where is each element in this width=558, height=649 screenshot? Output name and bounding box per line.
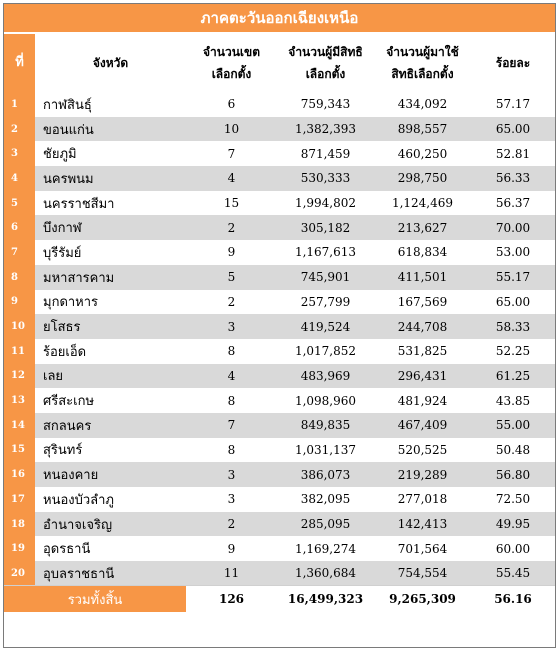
table-row: [4, 117, 555, 142]
district-count: 9: [186, 536, 277, 561]
eligible-voters: 483,969: [277, 364, 374, 389]
turnout-percent: 43.85: [471, 388, 555, 413]
province-name: กาฬสินธุ์: [35, 92, 186, 117]
eligible-voters: 849,835: [277, 413, 374, 438]
actual-voters: 898,557: [374, 117, 471, 142]
row-number: 10: [4, 314, 35, 339]
turnout-percent: 55.45: [471, 561, 555, 586]
row-number: 13: [4, 388, 35, 413]
header-eligible: [277, 34, 374, 92]
eligible-voters: 285,095: [277, 512, 374, 537]
header-percent: ร้อยละ: [471, 34, 555, 92]
province-name: ชัยภูมิ: [35, 141, 186, 166]
actual-voters: 142,413: [374, 512, 471, 537]
row-number: 15: [4, 438, 35, 463]
table-body: [4, 92, 555, 586]
table-row: [4, 166, 555, 191]
header-districts-line2: เลือกตั้ง: [211, 67, 252, 81]
table-row: [4, 561, 555, 586]
eligible-voters: 745,901: [277, 265, 374, 290]
actual-voters: 219,289: [374, 462, 471, 487]
actual-voters: 460,250: [374, 141, 471, 166]
row-number: 4: [4, 166, 35, 191]
turnout-percent: 57.17: [471, 92, 555, 117]
row-number: 9: [4, 290, 35, 315]
row-number: 6: [4, 215, 35, 240]
province-name: ร้อยเอ็ด: [35, 339, 186, 364]
district-count: 9: [186, 240, 277, 265]
eligible-voters: 871,459: [277, 141, 374, 166]
actual-voters: 296,431: [374, 364, 471, 389]
eligible-voters: 1,360,684: [277, 561, 374, 586]
table-row: [4, 512, 555, 537]
actual-voters: 411,501: [374, 265, 471, 290]
eligible-voters: 759,343: [277, 92, 374, 117]
province-name: บึงกาฬ: [35, 215, 186, 240]
province-name: ศรีสะเกษ: [35, 388, 186, 413]
table-row: [4, 141, 555, 166]
actual-voters: 520,525: [374, 438, 471, 463]
turnout-percent: 70.00: [471, 215, 555, 240]
row-number: 2: [4, 117, 35, 142]
table-row: [4, 339, 555, 364]
district-count: 6: [186, 92, 277, 117]
row-number: 1: [4, 92, 35, 117]
district-count: 3: [186, 487, 277, 512]
actual-voters: 467,409: [374, 413, 471, 438]
province-name: มหาสารคาม: [35, 265, 186, 290]
turnout-percent: 58.33: [471, 314, 555, 339]
region-title: ภาคตะวันออกเฉียงเหนือ: [4, 4, 555, 32]
province-name: หนองบัวลำภู: [35, 487, 186, 512]
turnout-percent: 55.17: [471, 265, 555, 290]
table-row: [4, 290, 555, 315]
province-name: เลย: [35, 364, 186, 389]
district-count: 11: [186, 561, 277, 586]
district-count: 7: [186, 413, 277, 438]
turnout-percent: 72.50: [471, 487, 555, 512]
table-row: [4, 487, 555, 512]
header-districts-line1: จำนวนเขต: [202, 45, 260, 59]
eligible-voters: 257,799: [277, 290, 374, 315]
row-number: 11: [4, 339, 35, 364]
province-name: มุกดาหาร: [35, 290, 186, 315]
eligible-voters: 305,182: [277, 215, 374, 240]
actual-voters: 531,825: [374, 339, 471, 364]
district-count: 4: [186, 166, 277, 191]
eligible-voters: 419,524: [277, 314, 374, 339]
row-number: 18: [4, 512, 35, 537]
actual-voters: 298,750: [374, 166, 471, 191]
province-name: นครพนม: [35, 166, 186, 191]
district-count: 8: [186, 339, 277, 364]
eligible-voters: 1,098,960: [277, 388, 374, 413]
turnout-percent: 65.00: [471, 290, 555, 315]
row-number: 5: [4, 191, 35, 216]
table-row: [4, 215, 555, 240]
district-count: 8: [186, 388, 277, 413]
row-number: 3: [4, 141, 35, 166]
turnout-percent: 56.33: [471, 166, 555, 191]
district-count: 2: [186, 290, 277, 315]
actual-voters: 277,018: [374, 487, 471, 512]
eligible-voters: 382,095: [277, 487, 374, 512]
actual-voters: 213,627: [374, 215, 471, 240]
header-voters-line1: จำนวนผู้มาใช้: [386, 45, 459, 59]
province-name: อำนาจเจริญ: [35, 512, 186, 537]
row-number: 20: [4, 561, 35, 586]
eligible-voters: 386,073: [277, 462, 374, 487]
table-row: [4, 536, 555, 561]
header-eligible-line1: จำนวนผู้มีสิทธิ: [288, 45, 363, 59]
actual-voters: 754,554: [374, 561, 471, 586]
row-number: 16: [4, 462, 35, 487]
actual-voters: 481,924: [374, 388, 471, 413]
header-province: จังหวัด: [35, 34, 186, 92]
eligible-voters: 1,382,393: [277, 117, 374, 142]
header-districts: [186, 34, 277, 92]
table-row: [4, 265, 555, 290]
row-number: 8: [4, 265, 35, 290]
header-voters: [374, 34, 471, 92]
actual-voters: 434,092: [374, 92, 471, 117]
total-voters: 9,265,309: [374, 586, 471, 612]
province-name: อุบลราชธานี: [35, 561, 186, 586]
row-number: 19: [4, 536, 35, 561]
region-table-sheet: [3, 3, 556, 648]
row-number: 12: [4, 364, 35, 389]
header-row: [4, 34, 555, 92]
total-eligible: 16,499,323: [277, 586, 374, 612]
district-count: 10: [186, 117, 277, 142]
table-row: [4, 364, 555, 389]
turnout-percent: 60.00: [471, 536, 555, 561]
actual-voters: 618,834: [374, 240, 471, 265]
table-row: [4, 438, 555, 463]
row-number: 17: [4, 487, 35, 512]
district-count: 3: [186, 314, 277, 339]
table-row: [4, 462, 555, 487]
turnout-percent: 52.81: [471, 141, 555, 166]
district-count: 15: [186, 191, 277, 216]
eligible-voters: 1,017,852: [277, 339, 374, 364]
actual-voters: 1,124,469: [374, 191, 471, 216]
header-eligible-line2: เลือกตั้ง: [305, 67, 346, 81]
actual-voters: 167,569: [374, 290, 471, 315]
province-name: ยโสธร: [35, 314, 186, 339]
table-row: [4, 413, 555, 438]
table-row: [4, 388, 555, 413]
actual-voters: 244,708: [374, 314, 471, 339]
total-percent: 56.16: [471, 586, 555, 612]
row-number: 7: [4, 240, 35, 265]
eligible-voters: 1,169,274: [277, 536, 374, 561]
district-count: 4: [186, 364, 277, 389]
row-number: 14: [4, 413, 35, 438]
total-districts: 126: [186, 586, 277, 612]
turnout-percent: 53.00: [471, 240, 555, 265]
turnout-percent: 52.25: [471, 339, 555, 364]
eligible-voters: 1,994,802: [277, 191, 374, 216]
turnout-percent: 55.00: [471, 413, 555, 438]
province-name: อุดรธานี: [35, 536, 186, 561]
eligible-voters: 1,031,137: [277, 438, 374, 463]
district-count: 5: [186, 265, 277, 290]
turnout-percent: 56.37: [471, 191, 555, 216]
district-count: 8: [186, 438, 277, 463]
turnout-percent: 50.48: [471, 438, 555, 463]
table-row: [4, 191, 555, 216]
turnout-percent: 56.80: [471, 462, 555, 487]
eligible-voters: 530,333: [277, 166, 374, 191]
total-row: [4, 586, 555, 612]
turnout-percent: 65.00: [471, 117, 555, 142]
actual-voters: 701,564: [374, 536, 471, 561]
district-count: 3: [186, 462, 277, 487]
district-count: 7: [186, 141, 277, 166]
turnout-percent: 61.25: [471, 364, 555, 389]
header-voters-line2: สิทธิเลือกตั้ง: [391, 67, 454, 81]
eligible-voters: 1,167,613: [277, 240, 374, 265]
table-row: [4, 240, 555, 265]
province-name: บุรีรัมย์: [35, 240, 186, 265]
district-count: 2: [186, 215, 277, 240]
table-row: [4, 92, 555, 117]
province-name: สุรินทร์: [35, 438, 186, 463]
total-label: รวมทั้งสิ้น: [4, 586, 186, 612]
province-election-table: [4, 34, 555, 612]
province-name: นครราชสีมา: [35, 191, 186, 216]
province-name: หนองคาย: [35, 462, 186, 487]
turnout-percent: 49.95: [471, 512, 555, 537]
district-count: 2: [186, 512, 277, 537]
province-name: ขอนแก่น: [35, 117, 186, 142]
table-row: [4, 314, 555, 339]
header-no: ที่: [4, 34, 35, 92]
province-name: สกลนคร: [35, 413, 186, 438]
